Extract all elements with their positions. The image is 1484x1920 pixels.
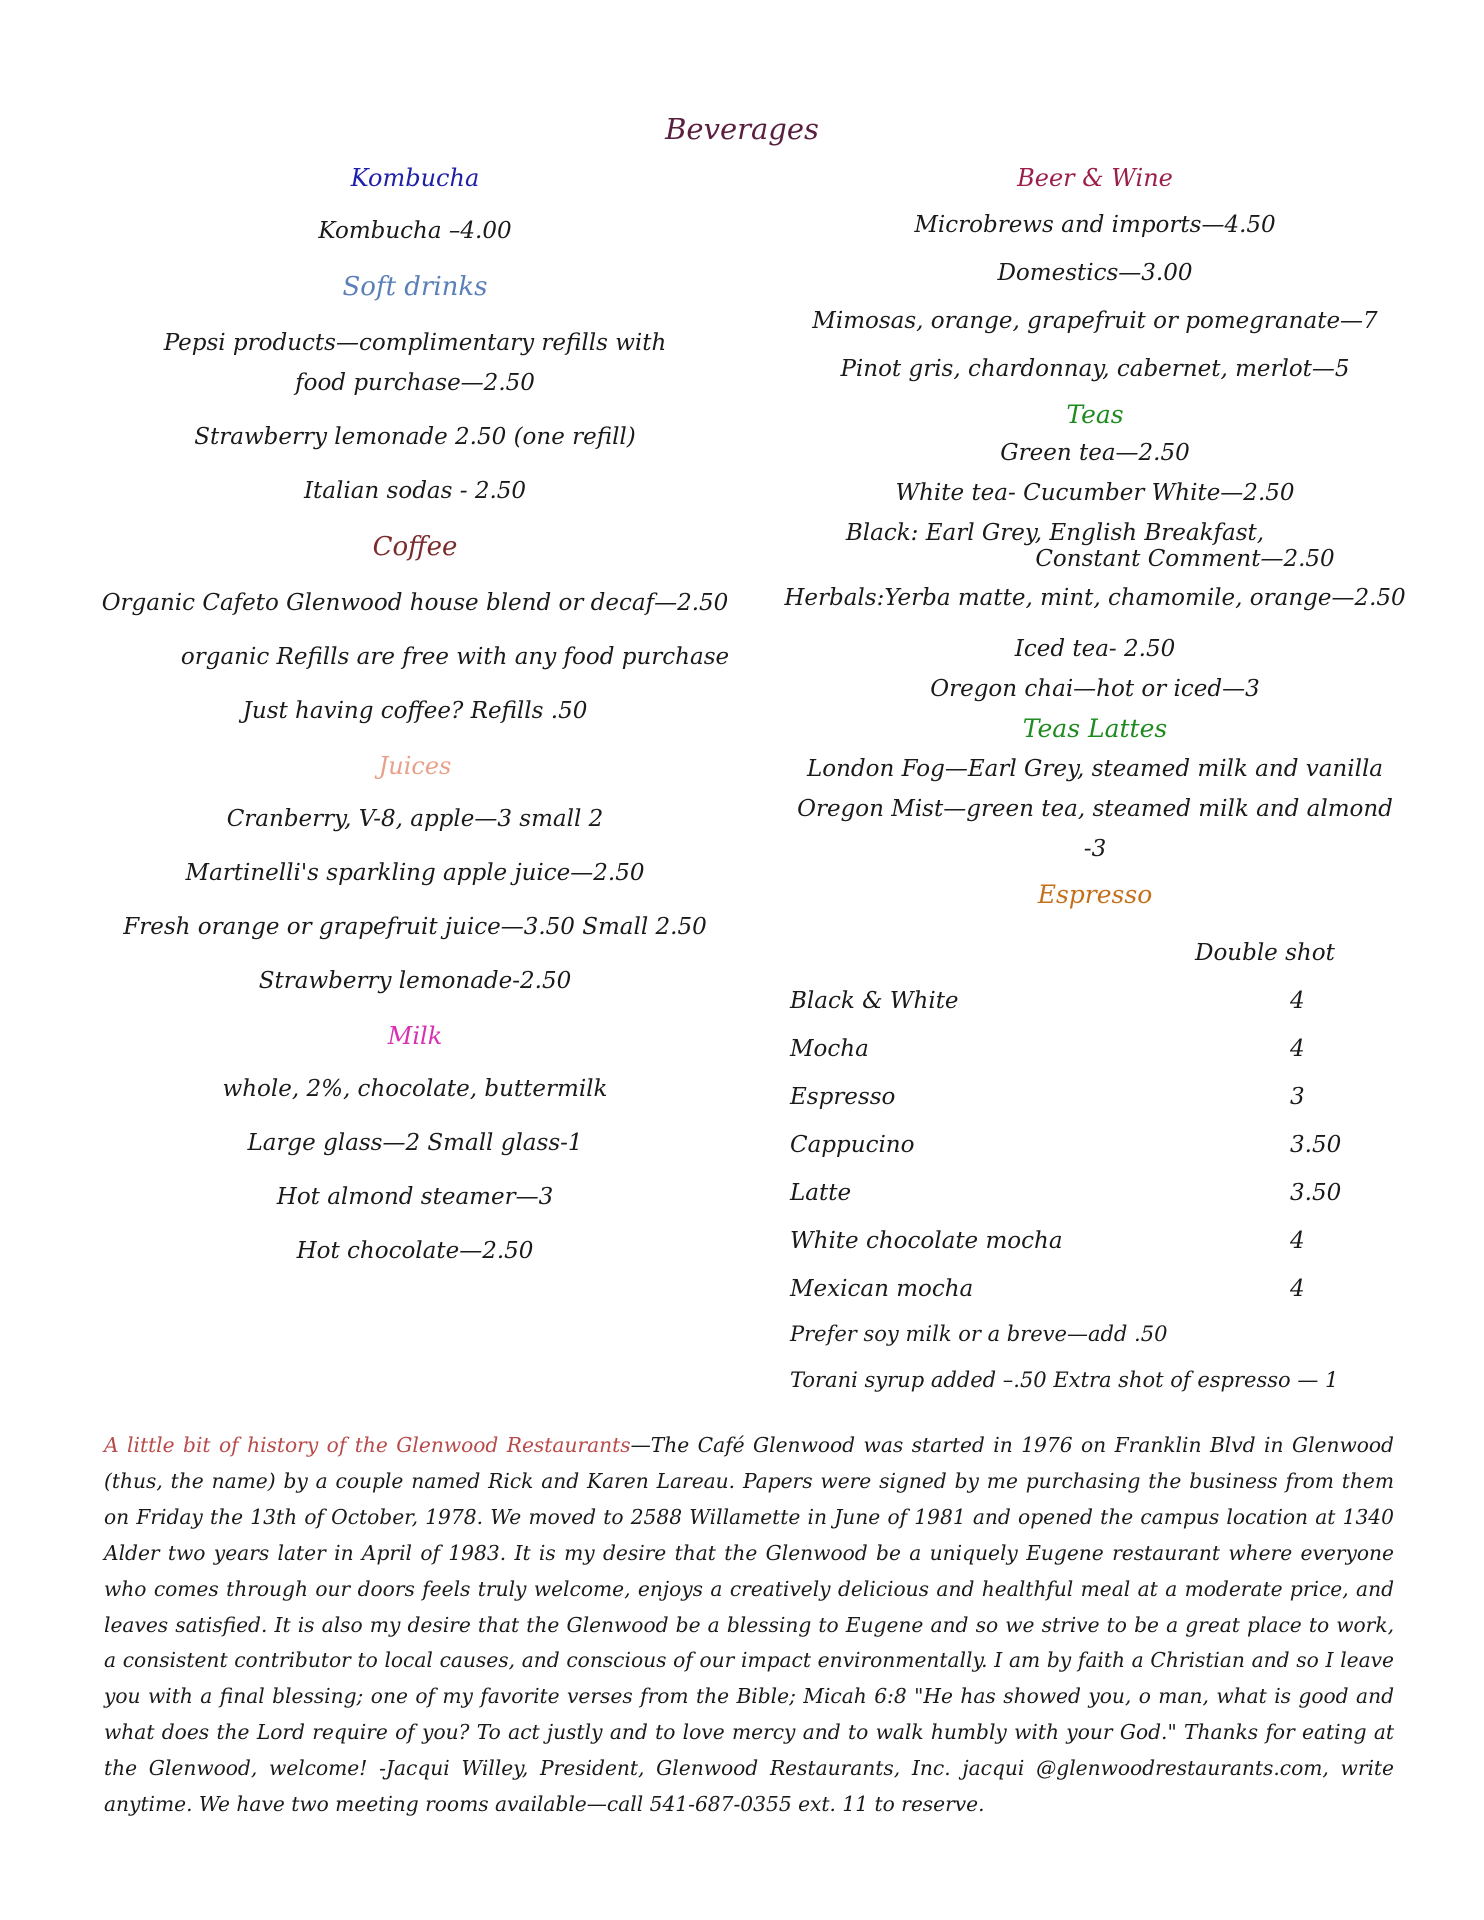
- menu-item: Strawberry lemonade-2.50: [258, 968, 572, 994]
- espresso-name: Black & White: [790, 988, 959, 1014]
- espresso-price: 3.50: [1290, 1132, 1342, 1158]
- page-title: Beverages: [665, 112, 819, 146]
- espresso-name: Espresso: [790, 1084, 896, 1110]
- espresso-note-text: Prefer soy milk or a breve—add .50: [790, 1322, 1168, 1346]
- menu-item: organic Refills are free with any food purchase: [180, 644, 730, 670]
- menu-item: Italian sodas - 2.50: [303, 478, 527, 504]
- menu-item: Pinot gris, chardonnay, cabernet, merlot—5: [840, 356, 1350, 382]
- menu-item: Microbrews and imports—4.50: [914, 212, 1276, 238]
- espresso-heading: Espresso: [1037, 880, 1153, 909]
- menu-item: Constant Comment—2.50: [1035, 546, 1335, 572]
- espresso-column-header: Double shot: [1195, 940, 1335, 966]
- menu-item: Mimosas, orange, grapefruit or pomegranate—7: [812, 308, 1378, 334]
- menu-item: Pepsi products—complimentary refills with: [163, 330, 667, 356]
- soft-drinks-heading: Soft drinks: [342, 272, 488, 302]
- espresso-name: Mocha: [790, 1036, 869, 1062]
- espresso-price: 4: [1290, 988, 1305, 1014]
- menu-item: -3: [1083, 836, 1107, 862]
- espresso-price: 3.50: [1290, 1180, 1342, 1206]
- menu-item: Organic Cafeto Glenwood house blend or decaf—2.50: [101, 590, 729, 616]
- juices-heading: Juices: [378, 752, 452, 780]
- menu-item: food purchase—2.50: [295, 370, 535, 396]
- kombucha-heading: Kombucha: [350, 164, 480, 192]
- menu-item: Oregon Mist—green tea, steamed milk and almond: [797, 796, 1393, 822]
- espresso-price: 4: [1290, 1276, 1305, 1302]
- menu-item: Just having coffee? Refills .50: [242, 698, 588, 724]
- espresso-price: 3: [1290, 1084, 1305, 1110]
- espresso-price: 4: [1290, 1228, 1305, 1254]
- menu-item: Oregon chai—hot or iced—3: [930, 676, 1260, 702]
- history-lead: A little bit of history of the Glenwood Restaurants: [104, 1433, 631, 1457]
- espresso-price: 4: [1290, 1036, 1305, 1062]
- coffee-heading: Coffee: [372, 532, 458, 562]
- menu-item: Hot almond steamer—3: [276, 1184, 554, 1210]
- menu-item: Iced tea- 2.50: [1014, 636, 1176, 662]
- espresso-name: Cappucino: [790, 1132, 915, 1158]
- menu-item: London Fog—Earl Grey, steamed milk and vanilla: [806, 756, 1384, 782]
- menu-item: Large glass—2 Small glass-1: [247, 1130, 583, 1156]
- menu-item: Green tea—2.50: [1000, 440, 1190, 466]
- espresso-name: Mexican mocha: [790, 1276, 974, 1302]
- teas-lattes-heading: Teas Lattes: [1022, 714, 1168, 743]
- menu-item: Fresh orange or grapefruit juice—3.50 Small 2.50: [123, 914, 707, 940]
- menu-item: Herbals:Yerba matte, mint, chamomile, orange—2.50: [784, 585, 1406, 611]
- history-paragraph: [104, 1428, 1394, 1823]
- menu-item: whole, 2%, chocolate, buttermilk: [222, 1076, 608, 1102]
- menu-item: White tea- Cucumber White—2.50: [895, 480, 1295, 506]
- milk-heading: Milk: [387, 1022, 443, 1050]
- espresso-name: Latte: [790, 1180, 852, 1206]
- espresso-note-text: Torani syrup added –.50 Extra shot of espresso — 1: [790, 1368, 1339, 1392]
- menu-item: Cranberry, V-8, apple—3 small 2: [226, 806, 604, 832]
- menu-item: Strawberry lemonade 2.50 (one refill): [194, 424, 636, 450]
- menu-item: Kombucha –4.00: [318, 218, 512, 244]
- teas-heading: Teas: [1066, 400, 1124, 429]
- espresso-name: White chocolate mocha: [790, 1228, 1063, 1254]
- beer-wine-heading: Beer & Wine: [1017, 164, 1173, 192]
- menu-item: Domestics—3.00: [997, 260, 1193, 286]
- menu-item: Hot chocolate—2.50: [296, 1238, 534, 1264]
- history-text: —The Café Glenwood was started in 1976 on Franklin Blvd in Glenwood (thus, the name) by a couple named Rick and Karen Lareau. Papers were signed by me purchasing the business from them on Friday the 13th of October, 1978. We moved to 2588 Willamette in June of 1981 and opened the campus location at 1340 Alder two years later in April of 1983. It is my desire that the Glenwood be a uniquely Eugene restaurant where everyone who comes through our doors feels truly welcome, enjoys a creatively delicious and healthful meal at a moderate price, and leaves satisfied. It is also my desire that the Glenwood be a blessing to Eugene and so we strive to be a great place to work, a consistent contributor to local causes, and conscious of our impact environmentally. I am by faith a Christian and so I leave you with a final blessing; one of my favorite verses from the Bible; Micah 6:8 "He has showed you, o man, what is good and what does the Lord require of you? To act justly and to love mercy and to walk humbly with your God." Thanks for eating at the Glenwood, welcome! -Jacqui Willey, President, Glenwood Restaurants, Inc. jacqui @glenwoodrestaurants.com, write anytime. We have two meeting rooms available—call 541-687-0355 ext. 11 to reserve.: [104, 1433, 1394, 1817]
- menu-item: Martinelli's sparkling apple juice—2.50: [185, 860, 645, 886]
- menu-item: Black: Earl Grey, English Breakfast,: [845, 520, 1265, 546]
